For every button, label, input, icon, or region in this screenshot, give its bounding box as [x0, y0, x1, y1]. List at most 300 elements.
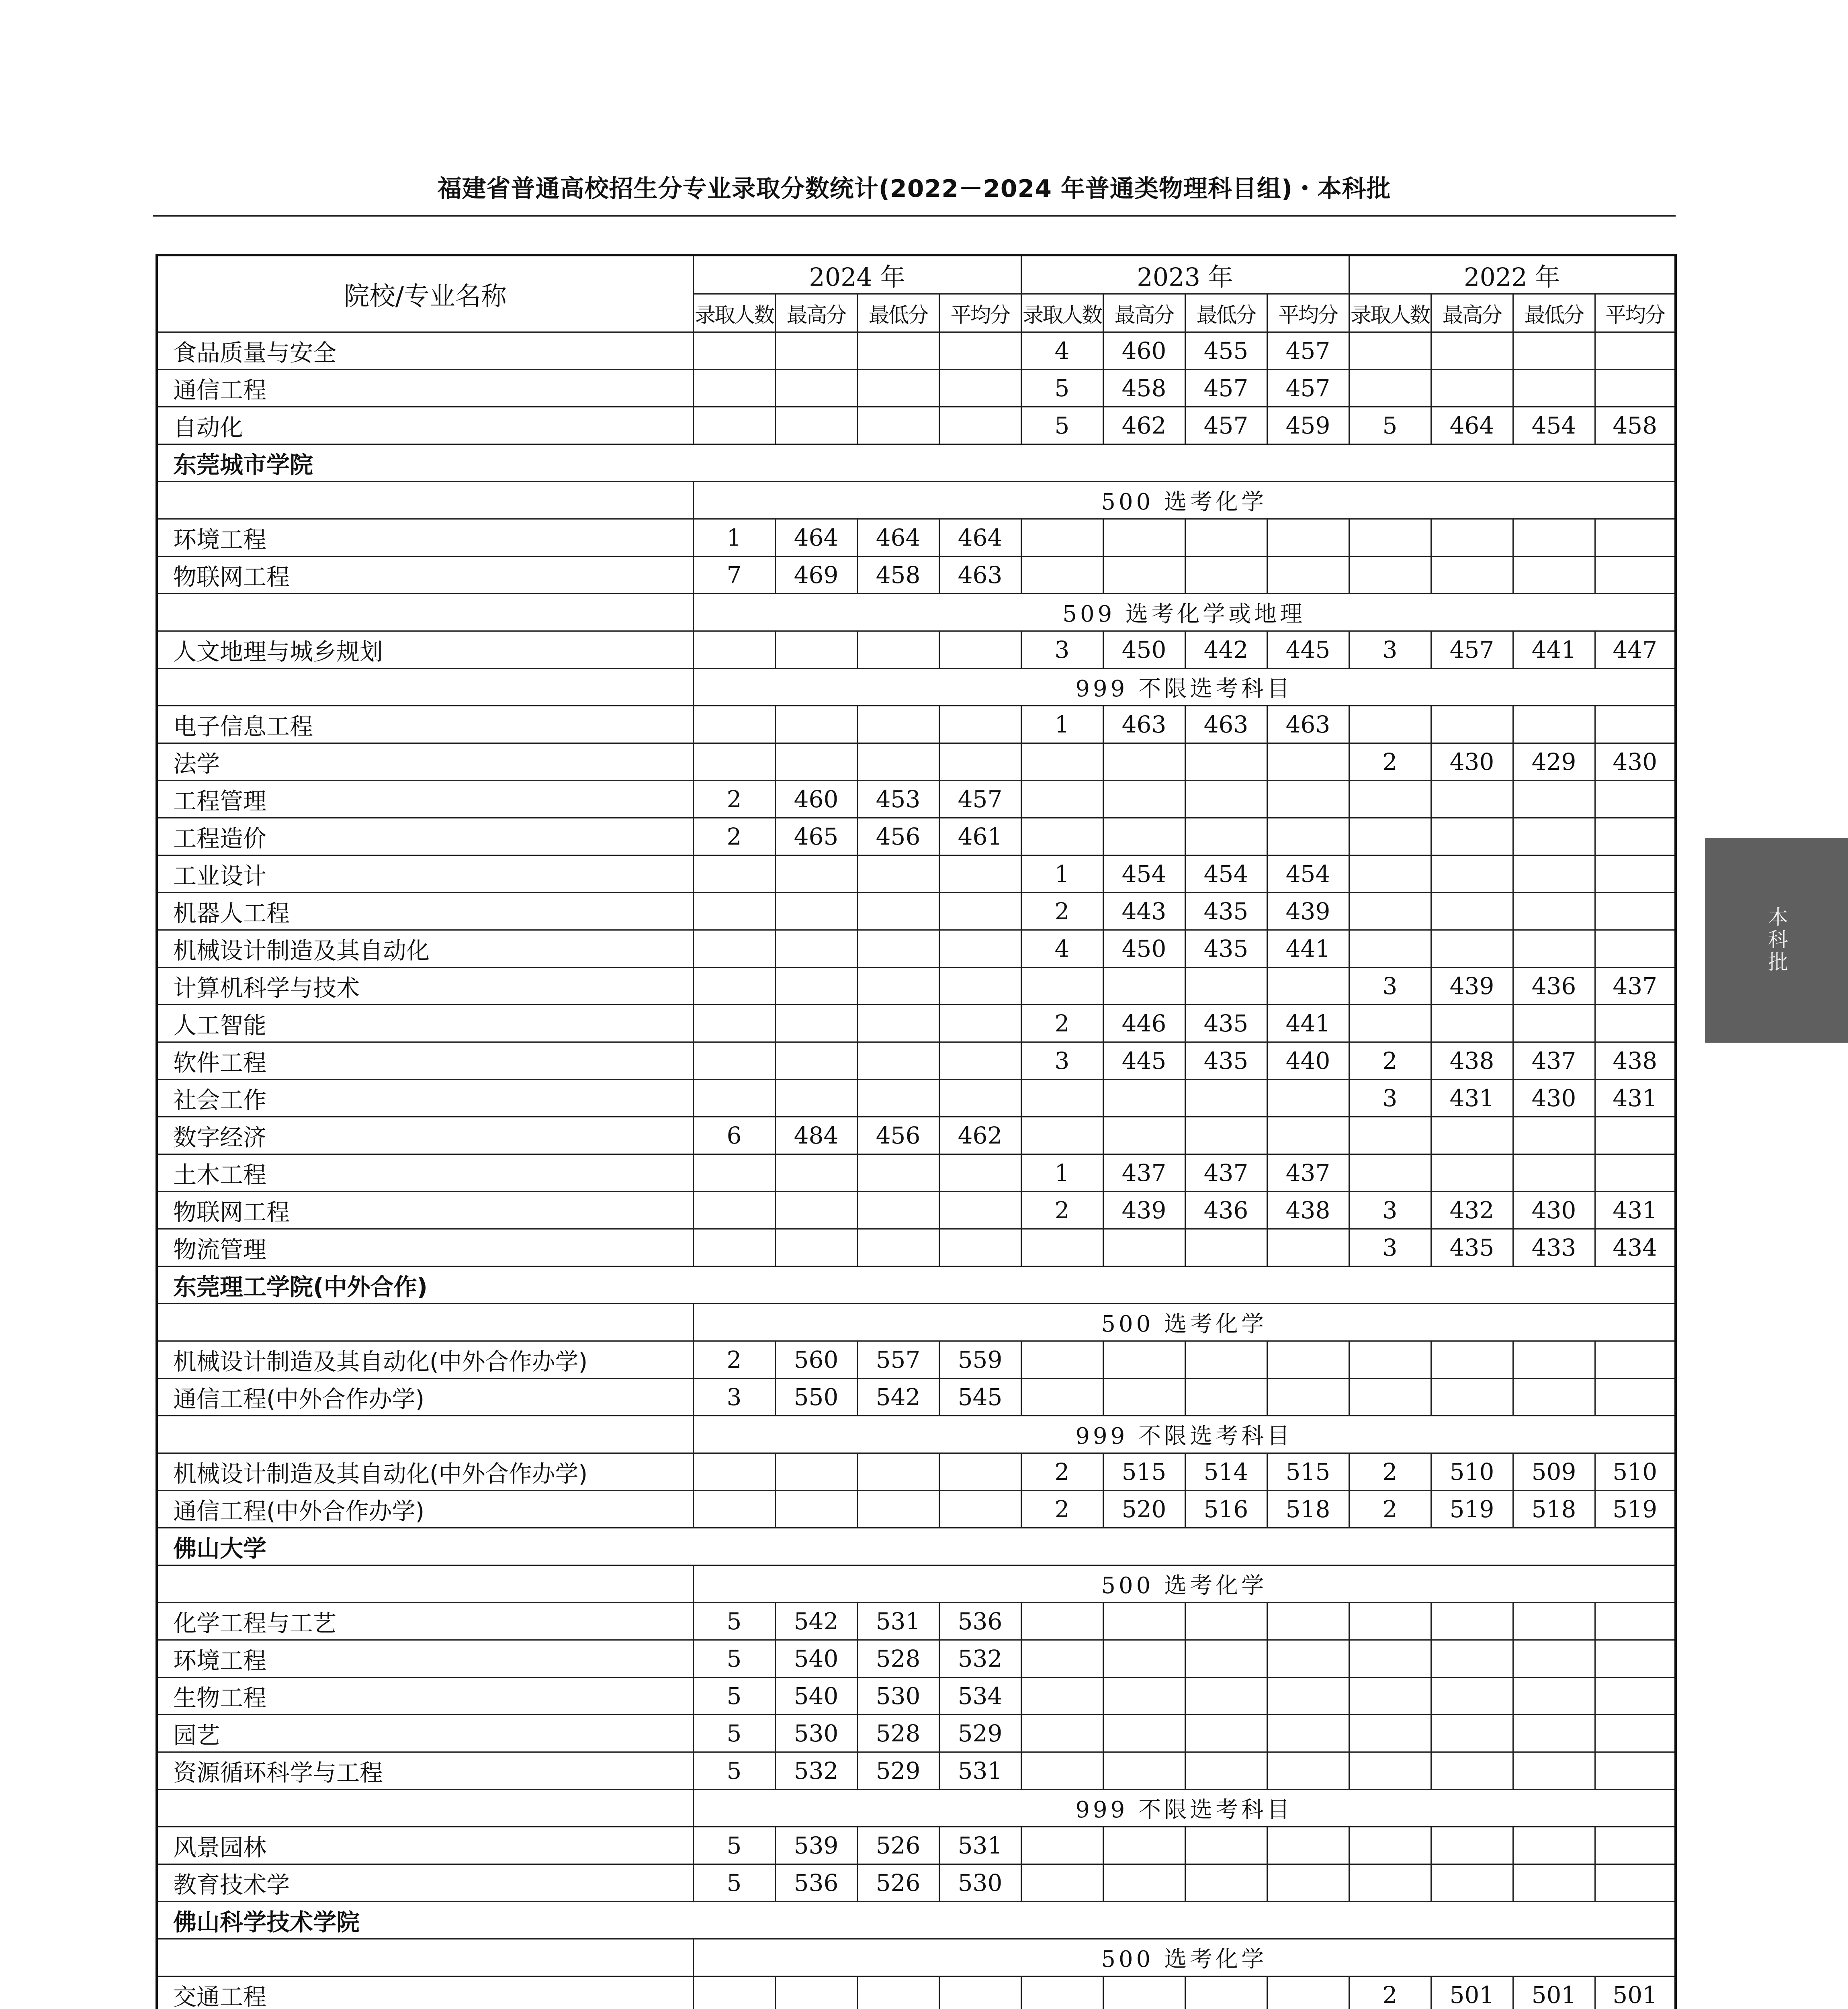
- table-row: [157, 893, 1676, 930]
- avg-score-2023-cell: 445: [1267, 631, 1349, 669]
- min-score-2023-cell: [1185, 1603, 1267, 1640]
- max-score-2023-cell: 439: [1103, 1192, 1185, 1229]
- avg-score-2024-cell: [939, 1005, 1021, 1042]
- avg-score-2022-cell: 458: [1595, 407, 1676, 444]
- max-score-2023-cell: 437: [1103, 1154, 1185, 1192]
- max-score-2023-cell: [1103, 1229, 1185, 1266]
- max-score-2022-cell: [1431, 1005, 1513, 1042]
- table-row: [157, 706, 1676, 743]
- subheader-min-score: 最低分: [857, 294, 939, 332]
- subheader-max-score: 最高分: [1431, 294, 1513, 332]
- admitted-count-2023-cell: [1021, 818, 1103, 855]
- min-score-2023-cell: 442: [1185, 631, 1267, 669]
- min-score-2022-cell: 430: [1513, 1080, 1595, 1117]
- admitted-count-2023-cell: 2: [1021, 1005, 1103, 1042]
- avg-score-2024-cell: [939, 1491, 1021, 1528]
- min-score-2023-cell: 454: [1185, 855, 1267, 893]
- avg-score-2023-cell: 438: [1267, 1192, 1349, 1229]
- admitted-count-2024-cell: [693, 893, 775, 930]
- min-score-2023-cell: 463: [1185, 706, 1267, 743]
- major-name: 机械设计制造及其自动化(中外合作办学): [157, 1453, 693, 1491]
- avg-score-2024-cell: [939, 1192, 1021, 1229]
- min-score-2023-cell: [1185, 556, 1267, 594]
- school-row: [157, 1266, 1676, 1304]
- major-name: 人文地理与城乡规划: [157, 631, 693, 669]
- admitted-count-2024-cell: [693, 1491, 775, 1528]
- subject-requirement: 999 不限选考科目: [693, 669, 1676, 706]
- avg-score-2023-cell: 463: [1267, 706, 1349, 743]
- avg-score-2022-cell: 519: [1595, 1491, 1676, 1528]
- admitted-count-2022-cell: [1349, 1117, 1431, 1154]
- min-score-2023-cell: [1185, 818, 1267, 855]
- max-score-2022-cell: 519: [1431, 1491, 1513, 1528]
- school-name: 佛山大学: [157, 1528, 1676, 1565]
- avg-score-2024-cell: 531: [939, 1827, 1021, 1864]
- avg-score-2024-cell: [939, 1154, 1021, 1192]
- table-row: [157, 519, 1676, 556]
- max-score-2023-cell: [1103, 1678, 1185, 1715]
- max-score-2024-cell: [775, 407, 857, 444]
- max-score-2022-cell: [1431, 706, 1513, 743]
- avg-score-2023-cell: [1267, 556, 1349, 594]
- min-score-2022-cell: [1513, 1678, 1595, 1715]
- max-score-2022-cell: [1431, 781, 1513, 818]
- max-score-2022-cell: [1431, 370, 1513, 407]
- admitted-count-2022-cell: [1349, 818, 1431, 855]
- admitted-count-2024-cell: [693, 1042, 775, 1080]
- major-name: 电子信息工程: [157, 706, 693, 743]
- admission-score-table: [156, 254, 1677, 2009]
- admitted-count-2023-cell: 4: [1021, 332, 1103, 370]
- admitted-count-2024-cell: [693, 1192, 775, 1229]
- max-score-2023-cell: [1103, 743, 1185, 781]
- max-score-2022-cell: [1431, 1752, 1513, 1790]
- avg-score-2023-cell: [1267, 1603, 1349, 1640]
- min-score-2023-cell: 435: [1185, 1042, 1267, 1080]
- avg-score-2022-cell: [1595, 370, 1676, 407]
- max-score-2024-cell: [775, 1491, 857, 1528]
- max-score-2024-cell: 532: [775, 1752, 857, 1790]
- table-row: [157, 1491, 1676, 1528]
- subheader-avg-score: 平均分: [1267, 294, 1349, 332]
- admitted-count-2022-cell: [1349, 1379, 1431, 1416]
- major-name: 园艺: [157, 1715, 693, 1752]
- max-score-2023-cell: 454: [1103, 855, 1185, 893]
- admitted-count-2024-cell: [693, 1080, 775, 1117]
- max-score-2023-cell: [1103, 556, 1185, 594]
- table-row: [157, 1117, 1676, 1154]
- admitted-count-2023-cell: [1021, 968, 1103, 1005]
- max-score-2023-cell: 445: [1103, 1042, 1185, 1080]
- admitted-count-2024-cell: 5: [693, 1827, 775, 1864]
- admitted-count-2022-cell: [1349, 1341, 1431, 1379]
- min-score-2024-cell: [857, 1042, 939, 1080]
- max-score-2023-cell: [1103, 1603, 1185, 1640]
- min-score-2024-cell: [857, 855, 939, 893]
- admitted-count-2022-cell: [1349, 1603, 1431, 1640]
- min-score-2022-cell: [1513, 930, 1595, 968]
- max-score-2022-cell: [1431, 855, 1513, 893]
- avg-score-2023-cell: [1267, 1080, 1349, 1117]
- avg-score-2023-cell: 457: [1267, 332, 1349, 370]
- avg-score-2022-cell: [1595, 1341, 1676, 1379]
- table-row: [157, 1453, 1676, 1491]
- admitted-count-2024-cell: [693, 631, 775, 669]
- avg-score-2024-cell: [939, 407, 1021, 444]
- avg-score-2024-cell: 536: [939, 1603, 1021, 1640]
- avg-score-2023-cell: [1267, 1864, 1349, 1902]
- admitted-count-2023-cell: [1021, 1678, 1103, 1715]
- avg-score-2023-cell: 437: [1267, 1154, 1349, 1192]
- avg-score-2024-cell: 545: [939, 1379, 1021, 1416]
- admitted-count-2022-cell: 3: [1349, 1229, 1431, 1266]
- major-name: 物联网工程: [157, 556, 693, 594]
- max-score-2024-cell: 550: [775, 1379, 857, 1416]
- table-row: [157, 1192, 1676, 1229]
- table-row: [157, 968, 1676, 1005]
- admitted-count-2022-cell: 3: [1349, 968, 1431, 1005]
- max-score-2022-cell: [1431, 1341, 1513, 1379]
- subject-requirement-row: [157, 1790, 1676, 1827]
- avg-score-2024-cell: 463: [939, 556, 1021, 594]
- max-score-2022-cell: [1431, 1678, 1513, 1715]
- max-score-2024-cell: 465: [775, 818, 857, 855]
- min-score-2022-cell: [1513, 1715, 1595, 1752]
- admitted-count-2022-cell: 3: [1349, 1080, 1431, 1117]
- max-score-2024-cell: 542: [775, 1603, 857, 1640]
- admitted-count-2023-cell: [1021, 1827, 1103, 1864]
- max-score-2023-cell: 515: [1103, 1453, 1185, 1491]
- avg-score-2024-cell: 461: [939, 818, 1021, 855]
- avg-score-2024-cell: [939, 1080, 1021, 1117]
- table-row: [157, 818, 1676, 855]
- max-score-2023-cell: 520: [1103, 1491, 1185, 1528]
- admitted-count-2022-cell: [1349, 1154, 1431, 1192]
- min-score-2024-cell: 528: [857, 1640, 939, 1678]
- min-score-2024-cell: 456: [857, 1117, 939, 1154]
- max-score-2024-cell: [775, 1229, 857, 1266]
- subheader-admitted-count: 录取人数: [1021, 294, 1103, 332]
- avg-score-2023-cell: 518: [1267, 1491, 1349, 1528]
- max-score-2023-cell: [1103, 781, 1185, 818]
- admitted-count-2022-cell: [1349, 706, 1431, 743]
- major-name: 教育技术学: [157, 1864, 693, 1902]
- column-header-year-2024: 2024 年: [693, 255, 1021, 294]
- max-score-2024-cell: [775, 631, 857, 669]
- table-row: [157, 1976, 1676, 2009]
- max-score-2022-cell: 438: [1431, 1042, 1513, 1080]
- subheader-max-score: 最高分: [1103, 294, 1185, 332]
- min-score-2023-cell: [1185, 743, 1267, 781]
- major-name: 通信工程(中外合作办学): [157, 1379, 693, 1416]
- major-name: 自动化: [157, 407, 693, 444]
- min-score-2022-cell: [1513, 781, 1595, 818]
- max-score-2024-cell: 460: [775, 781, 857, 818]
- subject-requirement-row: [157, 1939, 1676, 1976]
- avg-score-2023-cell: [1267, 1976, 1349, 2009]
- min-score-2024-cell: 456: [857, 818, 939, 855]
- subheader-avg-score: 平均分: [1595, 294, 1676, 332]
- avg-score-2023-cell: [1267, 1341, 1349, 1379]
- min-score-2023-cell: 435: [1185, 893, 1267, 930]
- school-row: [157, 1902, 1676, 1939]
- max-score-2024-cell: [775, 1154, 857, 1192]
- max-score-2024-cell: [775, 1042, 857, 1080]
- school-name: 佛山科学技术学院: [157, 1902, 1676, 1939]
- admitted-count-2023-cell: [1021, 1229, 1103, 1266]
- min-score-2024-cell: 529: [857, 1752, 939, 1790]
- admitted-count-2024-cell: [693, 407, 775, 444]
- min-score-2022-cell: [1513, 1379, 1595, 1416]
- section-side-tab: [1705, 838, 1848, 1043]
- min-score-2022-cell: [1513, 818, 1595, 855]
- table-row: [157, 1341, 1676, 1379]
- avg-score-2023-cell: [1267, 968, 1349, 1005]
- min-score-2023-cell: 437: [1185, 1154, 1267, 1192]
- subject-requirement-row: [157, 1565, 1676, 1603]
- min-score-2022-cell: [1513, 1827, 1595, 1864]
- avg-score-2024-cell: [939, 631, 1021, 669]
- avg-score-2024-cell: [939, 370, 1021, 407]
- major-name: 土木工程: [157, 1154, 693, 1192]
- min-score-2022-cell: 518: [1513, 1491, 1595, 1528]
- table-row: [157, 1827, 1676, 1864]
- avg-score-2023-cell: 457: [1267, 370, 1349, 407]
- avg-score-2023-cell: 441: [1267, 1005, 1349, 1042]
- max-score-2023-cell: [1103, 818, 1185, 855]
- max-score-2023-cell: [1103, 1080, 1185, 1117]
- max-score-2023-cell: [1103, 1117, 1185, 1154]
- avg-score-2024-cell: 529: [939, 1715, 1021, 1752]
- school-name: 东莞城市学院: [157, 444, 1676, 482]
- major-name: 数字经济: [157, 1117, 693, 1154]
- min-score-2023-cell: [1185, 781, 1267, 818]
- admitted-count-2022-cell: [1349, 1827, 1431, 1864]
- major-name: 环境工程: [157, 519, 693, 556]
- admitted-count-2024-cell: [693, 1453, 775, 1491]
- admitted-count-2023-cell: 3: [1021, 631, 1103, 669]
- min-score-2023-cell: 455: [1185, 332, 1267, 370]
- min-score-2024-cell: [857, 1154, 939, 1192]
- min-score-2022-cell: 429: [1513, 743, 1595, 781]
- avg-score-2022-cell: [1595, 1603, 1676, 1640]
- min-score-2023-cell: [1185, 519, 1267, 556]
- admitted-count-2022-cell: [1349, 370, 1431, 407]
- min-score-2024-cell: 464: [857, 519, 939, 556]
- min-score-2022-cell: [1513, 1154, 1595, 1192]
- admitted-count-2022-cell: [1349, 1752, 1431, 1790]
- max-score-2023-cell: 462: [1103, 407, 1185, 444]
- max-score-2024-cell: [775, 1080, 857, 1117]
- avg-score-2022-cell: 430: [1595, 743, 1676, 781]
- admitted-count-2023-cell: 1: [1021, 706, 1103, 743]
- admitted-count-2023-cell: [1021, 1117, 1103, 1154]
- table-row: [157, 1154, 1676, 1192]
- avg-score-2022-cell: 431: [1595, 1192, 1676, 1229]
- min-score-2022-cell: 501: [1513, 1976, 1595, 2009]
- admitted-count-2024-cell: 2: [693, 1341, 775, 1379]
- subject-requirement-row: [157, 669, 1676, 706]
- max-score-2022-cell: [1431, 1379, 1513, 1416]
- major-name: 通信工程(中外合作办学): [157, 1491, 693, 1528]
- avg-score-2022-cell: 501: [1595, 1976, 1676, 2009]
- table-row: [157, 1640, 1676, 1678]
- subheader-avg-score: 平均分: [939, 294, 1021, 332]
- admitted-count-2023-cell: 2: [1021, 893, 1103, 930]
- min-score-2022-cell: [1513, 1640, 1595, 1678]
- min-score-2024-cell: [857, 631, 939, 669]
- min-score-2023-cell: 457: [1185, 407, 1267, 444]
- max-score-2023-cell: [1103, 1379, 1185, 1416]
- min-score-2023-cell: [1185, 1752, 1267, 1790]
- min-score-2023-cell: 436: [1185, 1192, 1267, 1229]
- max-score-2024-cell: [775, 332, 857, 370]
- subject-requirement-row: [157, 482, 1676, 519]
- avg-score-2023-cell: [1267, 1752, 1349, 1790]
- admitted-count-2024-cell: 1: [693, 519, 775, 556]
- min-score-2022-cell: [1513, 1864, 1595, 1902]
- min-score-2024-cell: [857, 893, 939, 930]
- table-row: [157, 1715, 1676, 1752]
- avg-score-2024-cell: [939, 893, 1021, 930]
- min-score-2023-cell: [1185, 1678, 1267, 1715]
- avg-score-2022-cell: [1595, 1864, 1676, 1902]
- max-score-2024-cell: [775, 893, 857, 930]
- admitted-count-2024-cell: [693, 743, 775, 781]
- max-score-2022-cell: [1431, 1864, 1513, 1902]
- min-score-2022-cell: [1513, 893, 1595, 930]
- table-row: [157, 1864, 1676, 1902]
- empty-cell: [157, 594, 693, 631]
- avg-score-2022-cell: 437: [1595, 968, 1676, 1005]
- avg-score-2023-cell: [1267, 818, 1349, 855]
- avg-score-2024-cell: [939, 743, 1021, 781]
- avg-score-2024-cell: 530: [939, 1864, 1021, 1902]
- min-score-2023-cell: [1185, 968, 1267, 1005]
- max-score-2022-cell: 439: [1431, 968, 1513, 1005]
- min-score-2022-cell: [1513, 1341, 1595, 1379]
- avg-score-2022-cell: [1595, 781, 1676, 818]
- column-header-year-2022: 2022 年: [1349, 255, 1676, 294]
- min-score-2024-cell: 526: [857, 1827, 939, 1864]
- subject-requirement: 509 选考化学或地理: [693, 594, 1676, 631]
- max-score-2023-cell: [1103, 1864, 1185, 1902]
- table-row: [157, 556, 1676, 594]
- empty-cell: [157, 1304, 693, 1341]
- subject-requirement: 500 选考化学: [693, 1304, 1676, 1341]
- min-score-2024-cell: [857, 743, 939, 781]
- admitted-count-2024-cell: [693, 930, 775, 968]
- min-score-2024-cell: [857, 968, 939, 1005]
- min-score-2024-cell: 458: [857, 556, 939, 594]
- max-score-2023-cell: 443: [1103, 893, 1185, 930]
- max-score-2022-cell: [1431, 1603, 1513, 1640]
- subject-requirement: 500 选考化学: [693, 482, 1676, 519]
- school-name: 东莞理工学院(中外合作): [157, 1266, 1676, 1304]
- max-score-2022-cell: [1431, 1154, 1513, 1192]
- column-header-year-2023: 2023 年: [1021, 255, 1349, 294]
- avg-score-2024-cell: 531: [939, 1752, 1021, 1790]
- subject-requirement-row: [157, 594, 1676, 631]
- min-score-2023-cell: [1185, 1341, 1267, 1379]
- admitted-count-2024-cell: 5: [693, 1715, 775, 1752]
- school-row: [157, 1528, 1676, 1565]
- admitted-count-2023-cell: 1: [1021, 855, 1103, 893]
- avg-score-2022-cell: [1595, 556, 1676, 594]
- avg-score-2024-cell: [939, 706, 1021, 743]
- admitted-count-2024-cell: [693, 370, 775, 407]
- admitted-count-2024-cell: 2: [693, 781, 775, 818]
- max-score-2023-cell: 463: [1103, 706, 1185, 743]
- admitted-count-2023-cell: [1021, 1080, 1103, 1117]
- max-score-2023-cell: 450: [1103, 930, 1185, 968]
- min-score-2022-cell: [1513, 519, 1595, 556]
- admitted-count-2024-cell: [693, 706, 775, 743]
- min-score-2024-cell: [857, 1491, 939, 1528]
- min-score-2024-cell: [857, 930, 939, 968]
- min-score-2022-cell: 436: [1513, 968, 1595, 1005]
- avg-score-2023-cell: [1267, 1827, 1349, 1864]
- max-score-2024-cell: [775, 968, 857, 1005]
- avg-score-2023-cell: 454: [1267, 855, 1349, 893]
- max-score-2023-cell: 446: [1103, 1005, 1185, 1042]
- table-row: [157, 1042, 1676, 1080]
- admitted-count-2023-cell: [1021, 519, 1103, 556]
- subheader-admitted-count: 录取人数: [1349, 294, 1431, 332]
- max-score-2024-cell: 540: [775, 1678, 857, 1715]
- max-score-2022-cell: 501: [1431, 1976, 1513, 2009]
- min-score-2023-cell: 435: [1185, 930, 1267, 968]
- admitted-count-2024-cell: [693, 1229, 775, 1266]
- major-name: 机械设计制造及其自动化: [157, 930, 693, 968]
- table-row: [157, 1678, 1676, 1715]
- admitted-count-2024-cell: [693, 332, 775, 370]
- min-score-2022-cell: [1513, 855, 1595, 893]
- avg-score-2024-cell: [939, 968, 1021, 1005]
- admitted-count-2023-cell: [1021, 1864, 1103, 1902]
- avg-score-2023-cell: [1267, 1678, 1349, 1715]
- major-name: 资源循环科学与工程: [157, 1752, 693, 1790]
- admitted-count-2022-cell: 3: [1349, 1192, 1431, 1229]
- subheader-min-score: 最低分: [1185, 294, 1267, 332]
- min-score-2023-cell: [1185, 1229, 1267, 1266]
- admitted-count-2023-cell: 5: [1021, 370, 1103, 407]
- max-score-2023-cell: [1103, 1715, 1185, 1752]
- max-score-2023-cell: [1103, 1752, 1185, 1790]
- avg-score-2024-cell: 464: [939, 519, 1021, 556]
- avg-score-2022-cell: 431: [1595, 1080, 1676, 1117]
- major-name: 工程造价: [157, 818, 693, 855]
- max-score-2023-cell: [1103, 1640, 1185, 1678]
- table-row: [157, 1752, 1676, 1790]
- admitted-count-2024-cell: 5: [693, 1752, 775, 1790]
- avg-score-2023-cell: [1267, 519, 1349, 556]
- max-score-2022-cell: 464: [1431, 407, 1513, 444]
- admitted-count-2022-cell: [1349, 855, 1431, 893]
- min-score-2024-cell: 557: [857, 1341, 939, 1379]
- max-score-2024-cell: 560: [775, 1341, 857, 1379]
- avg-score-2023-cell: 441: [1267, 930, 1349, 968]
- admitted-count-2024-cell: 5: [693, 1640, 775, 1678]
- subheader-admitted-count: 录取人数: [693, 294, 775, 332]
- max-score-2022-cell: [1431, 332, 1513, 370]
- avg-score-2022-cell: [1595, 818, 1676, 855]
- max-score-2022-cell: 430: [1431, 743, 1513, 781]
- avg-score-2022-cell: [1595, 1005, 1676, 1042]
- max-score-2022-cell: [1431, 1117, 1513, 1154]
- min-score-2024-cell: [857, 1080, 939, 1117]
- avg-score-2022-cell: [1595, 706, 1676, 743]
